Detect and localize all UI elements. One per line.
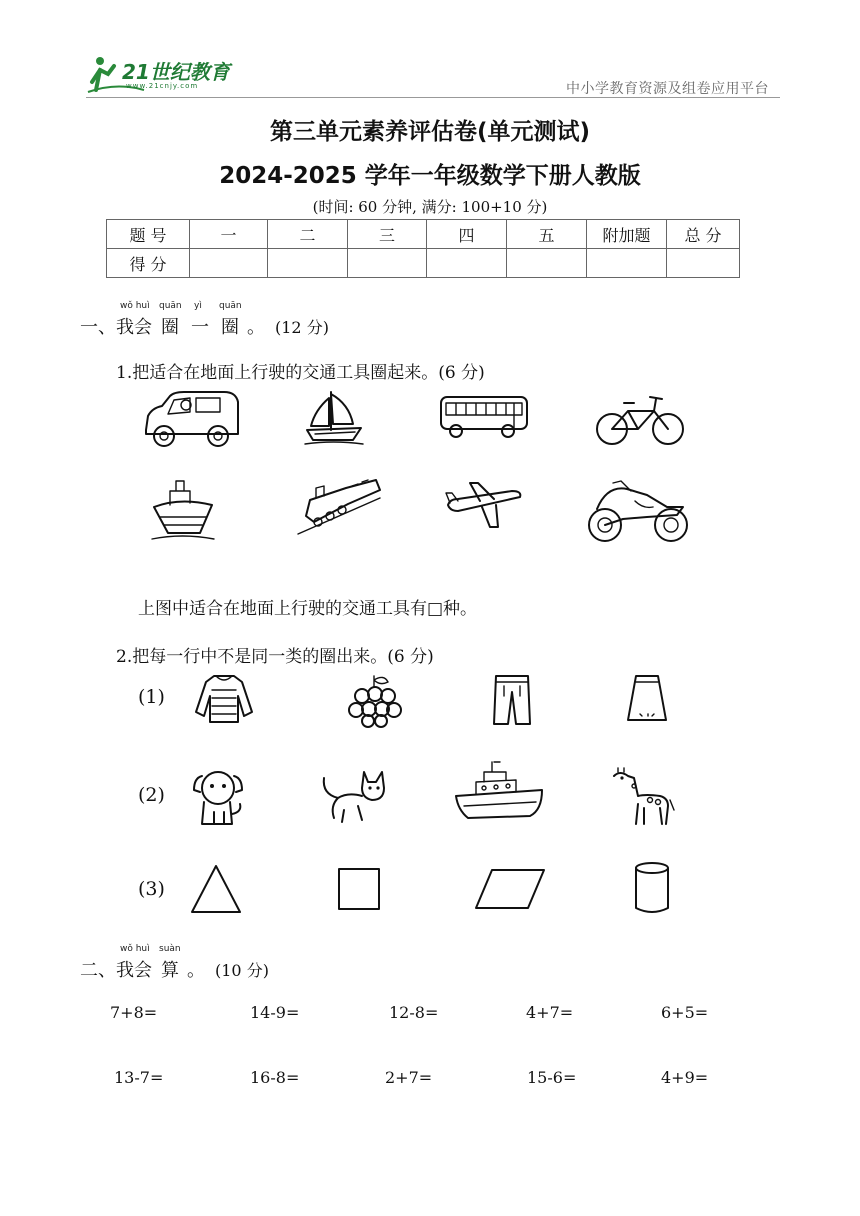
pinyin: wǒ huì (120, 301, 150, 311)
q1-answer-prompt: 上图中适合在地面上行驶的交通工具有□种。 (138, 599, 478, 619)
section1-word (191, 301, 209, 339)
score-table-cell: 五 (507, 220, 587, 249)
car-icon[interactable] (140, 390, 242, 452)
score-table-cell: 三 (348, 220, 427, 249)
platform-name: 中小学教育资源及组卷应用平台 (566, 81, 769, 97)
logo-url: www.21cnjy.com (126, 82, 199, 90)
parallelogram-icon[interactable] (474, 866, 546, 912)
score-input-cell[interactable] (587, 249, 667, 278)
score-table-cell: 附加题 (587, 220, 667, 249)
punct: 。 (187, 960, 205, 981)
word: 我会 (116, 960, 152, 981)
section2-points: (10 分) (215, 961, 269, 980)
calc-item[interactable]: 4+9= (661, 1068, 709, 1087)
word: 圈 (221, 317, 239, 338)
pinyin: suàn (159, 944, 181, 954)
score-table-cell: 四 (427, 220, 507, 249)
section2-title (80, 944, 269, 982)
dog-icon[interactable] (190, 768, 246, 828)
site-logo (86, 52, 236, 96)
cat-icon[interactable] (318, 766, 390, 828)
ship-icon[interactable] (150, 477, 216, 543)
score-input-cell[interactable] (507, 249, 587, 278)
calc-item[interactable]: 7+8= (110, 1003, 158, 1022)
score-input-cell[interactable] (427, 249, 507, 278)
bus-icon[interactable] (438, 393, 530, 439)
trousers-icon[interactable] (488, 672, 536, 728)
skirt-icon[interactable] (622, 672, 672, 728)
section1-word (219, 301, 242, 339)
section1-word (159, 301, 182, 339)
logo-text: 21世纪教育 (122, 60, 230, 84)
word: 算 (161, 960, 179, 981)
score-table-score-row (107, 249, 740, 278)
calc-item[interactable]: 2+7= (385, 1068, 433, 1087)
motorcycle-icon[interactable] (587, 479, 691, 545)
calc-item[interactable]: 12-8= (389, 1003, 439, 1022)
pinyin: yì (194, 301, 202, 311)
score-table-cell: 题 号 (107, 220, 190, 249)
sweater-icon[interactable] (188, 672, 260, 728)
airplane-icon[interactable] (444, 481, 524, 531)
bicycle-icon[interactable] (594, 391, 686, 447)
score-table-cell: 总 分 (667, 220, 740, 249)
score-input-cell[interactable] (667, 249, 740, 278)
pinyin: wǒ huì (120, 944, 150, 954)
question-2: 2.把每一行中不是同一类的圈出来。(6 分) (116, 647, 434, 667)
section2-word (159, 944, 181, 982)
q2-row-label: (1) (138, 686, 165, 708)
pinyin: quān (219, 301, 242, 311)
section1-prefix: 一、 (80, 317, 116, 338)
header-divider (86, 97, 780, 98)
punct: 。 (247, 317, 265, 338)
section1-word (116, 301, 152, 339)
exam-subtitle: 2024-2025 学年一年级数学下册人教版 (219, 163, 641, 189)
calc-item[interactable]: 16-8= (250, 1068, 300, 1087)
score-table (106, 219, 740, 278)
question-1: 1.把适合在地面上行驶的交通工具圈起来。(6 分) (116, 363, 485, 383)
boat-icon[interactable] (454, 760, 546, 824)
pinyin: quān (159, 301, 182, 311)
q2-row-label: (2) (138, 784, 165, 806)
word: 我会 (116, 317, 152, 338)
section2-prefix: 二、 (80, 960, 116, 981)
cylinder-icon[interactable] (632, 860, 672, 916)
grapes-icon[interactable] (348, 672, 402, 728)
word: 一 (191, 317, 209, 338)
section2-word (116, 944, 152, 982)
exam-time-score: (时间: 60 分钟, 满分: 100+10 分) (312, 198, 548, 216)
word: 圈 (161, 317, 179, 338)
calc-item[interactable]: 14-9= (250, 1003, 300, 1022)
score-input-cell[interactable] (268, 249, 348, 278)
score-input-cell[interactable] (348, 249, 427, 278)
score-table-header-row (107, 220, 740, 249)
section1-points: (12 分) (275, 318, 329, 337)
section1-title (80, 301, 329, 339)
q2-row-label: (3) (138, 878, 165, 900)
score-table-cell: 一 (190, 220, 268, 249)
calc-item[interactable]: 6+5= (661, 1003, 709, 1022)
sailboat-icon[interactable] (303, 390, 365, 446)
score-input-cell[interactable] (190, 249, 268, 278)
train-icon[interactable] (296, 476, 382, 538)
triangle-icon[interactable] (188, 862, 244, 916)
calc-item[interactable]: 4+7= (526, 1003, 574, 1022)
calc-item[interactable]: 15-6= (527, 1068, 577, 1087)
score-table-cell: 得 分 (107, 249, 190, 278)
square-icon[interactable] (336, 866, 382, 912)
calc-item[interactable]: 13-7= (114, 1068, 164, 1087)
exam-title: 第三单元素养评估卷(单元测试) (269, 119, 591, 145)
score-table-cell: 二 (268, 220, 348, 249)
giraffe-icon[interactable] (610, 766, 676, 826)
